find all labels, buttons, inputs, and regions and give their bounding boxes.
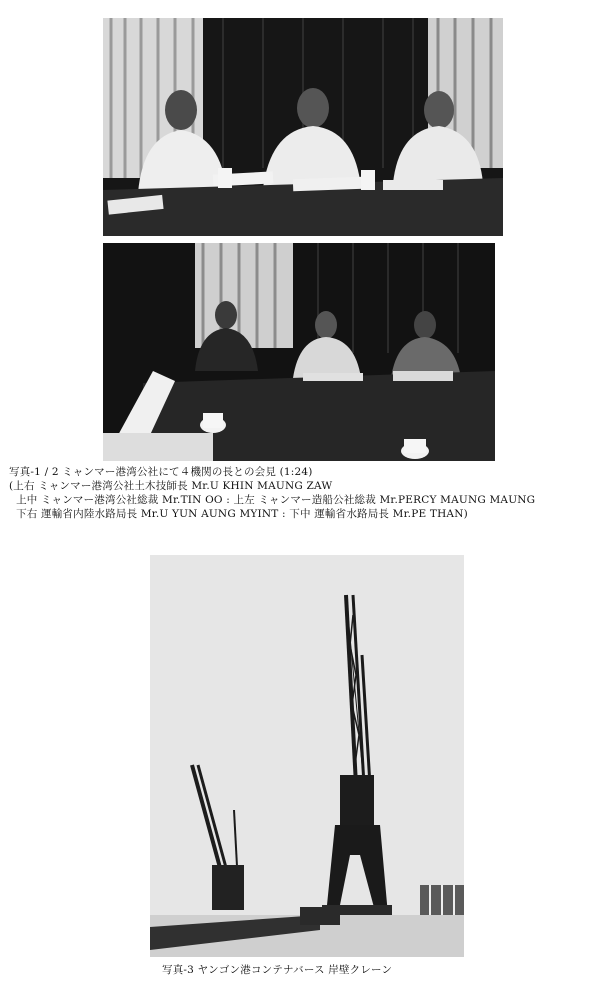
photo-1-2-title-caption: 写真-1 / 2 ミャンマー港湾公社にて４機関の長との会見 (1:24)	[9, 466, 313, 478]
photo-3-caption: 写真-3 ヤンゴン港コンテナバース 岸壁クレーン	[162, 964, 393, 976]
photo-1-2-caption-line-1: (上右 ミャンマー港湾公社土木技師長 Mr.U KHIN MAUNG ZAW	[9, 480, 333, 492]
port-crane-photo	[150, 555, 464, 957]
meeting-photo-1	[103, 18, 503, 236]
photo-1-2-caption-line-3: 下右 運輸省内陸水路局長 Mr.U YUN AUNG MYINT : 下中 運輸省水路局長 Mr.PE THAN)	[9, 508, 468, 520]
photo-1-2-caption-line-2: 上中 ミャンマー港湾公社総裁 Mr.TIN OO : 上左 ミャンマー造船公社総裁 Mr.PERCY MAUNG MAUNG	[9, 494, 536, 506]
meeting-photo-2	[103, 243, 495, 461]
